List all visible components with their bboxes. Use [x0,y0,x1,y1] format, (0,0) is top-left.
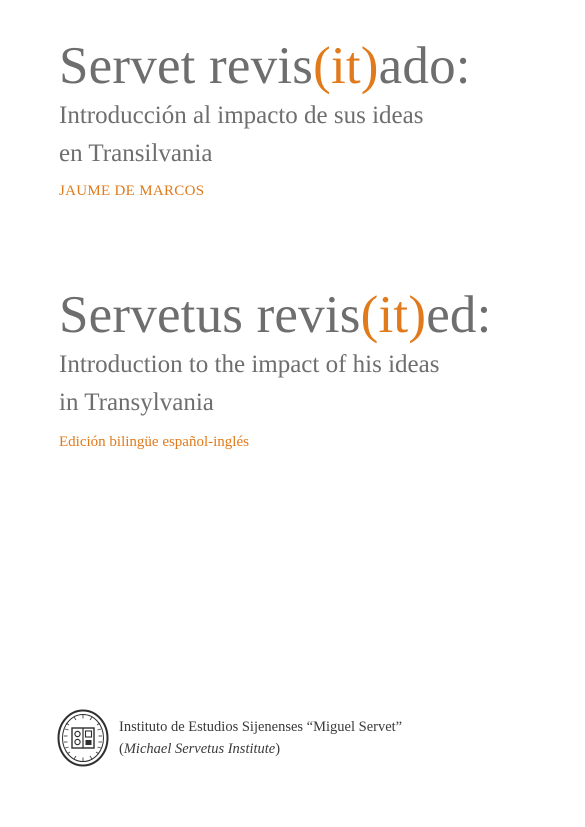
spanish-title [59,37,565,95]
spanish-title-start: Servet revis [59,37,314,95]
english-title-start: Servetus revis [59,286,361,344]
publisher-block [57,709,402,767]
spanish-title-end: ado: [378,37,471,95]
spanish-subtitle-line-2: en Transilvania [59,140,213,167]
english-title-open-paren: ( [360,286,379,344]
spanish-title-close-paren: ) [360,37,379,95]
spanish-title-open-paren: ( [313,37,331,95]
english-title-close-paren: ) [408,286,427,344]
spanish-subtitle-line-1: Introducción al impacto de sus ideas [59,102,424,129]
english-subtitle-line-2: in Transylvania [59,389,214,416]
english-subtitle [59,346,565,422]
publisher-name: Instituto de Estudios Sijenenses “Miguel Servet” [119,719,403,735]
english-title [59,286,565,344]
publisher-text [119,716,402,760]
publisher-english-name-text: Michael Servetus Institute [123,741,276,757]
english-title-block [59,286,565,451]
spanish-title-highlight: it [330,37,361,95]
author-name: JAUME DE MARCOS [59,183,205,199]
english-title-end: ed: [426,286,492,344]
publisher-english-close-paren: ) [275,741,281,757]
english-subtitle-line-1: Introduction to the impact of his ideas [59,351,440,378]
english-title-highlight: it [378,286,409,344]
edition-note: Edición bilingüe español-inglés [59,434,249,450]
publisher-english-open-paren: ( [119,741,124,757]
institute-seal-icon [57,709,109,767]
spanish-title-block [59,37,565,200]
publisher-english-name [119,738,402,760]
spanish-subtitle [59,97,565,173]
